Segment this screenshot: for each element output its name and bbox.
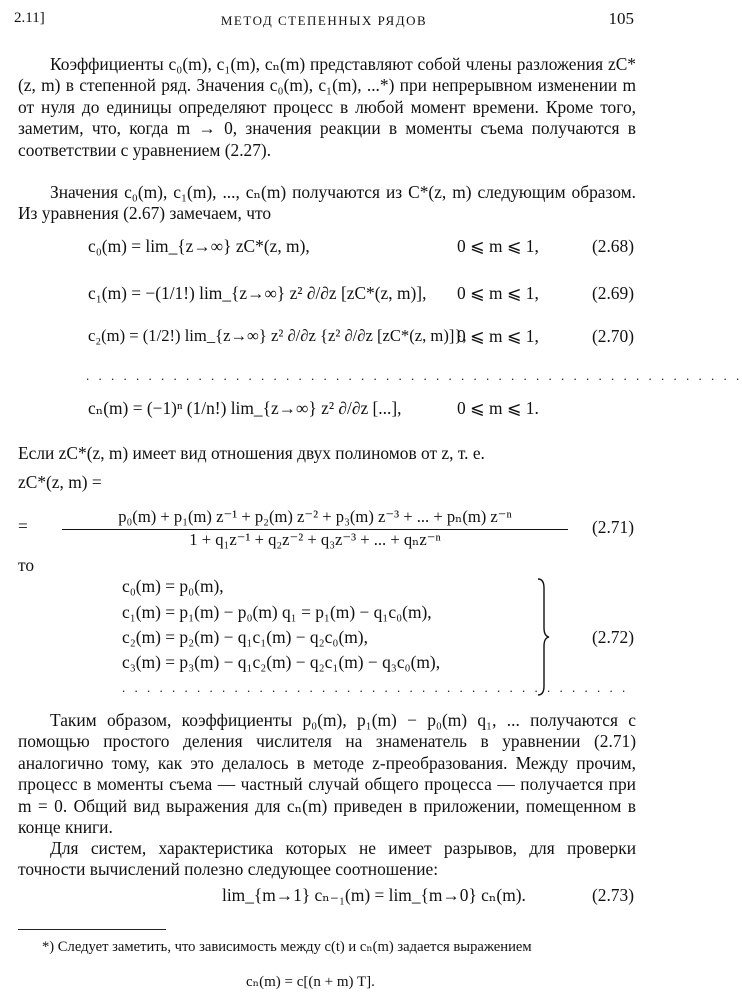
equation-2-72-line-2: c₁(m) = p₁(m) − p₀(m) q₁ = p₁(m) − q₁c₀(m),: [122, 602, 432, 622]
equation-2-70-condition: 0 ⩽ m ⩽ 1,: [457, 326, 539, 346]
equation-2-71-numerator: p₀(m) + p₁(m) z⁻¹ + p₂(m) z⁻² + p₃(m) z⁻³ + ... + pₙ(m) z⁻ⁿ: [118, 507, 512, 526]
paragraph-2: [18, 182, 636, 225]
ellipsis-row: . . . . . . . . . . . . . . . . . . . . . . . . . . . . . . . . . . . . . . . . . . . . . . . . . . . . .: [86, 368, 742, 383]
paragraph-1: [18, 54, 636, 161]
equation-cn: cₙ(m) = (−1)ⁿ (1/n!) lim_{z→∞} z² ∂/∂z [...],: [88, 398, 402, 418]
footnote: [18, 938, 636, 956]
equation-2-72-line-1: c₀(m) = p₀(m),: [122, 576, 224, 596]
equation-2-72-line-3: c₂(m) = p₂(m) − q₁c₁(m) − q₂c₀(m),: [122, 627, 368, 647]
equation-2-72-dots: . . . . . . . . . . . . . . . . . . . . . . . . . . . . . . . . . . . . . . . . .: [122, 680, 629, 695]
paragraph-3: [18, 443, 636, 494]
equation-2-68-condition: 0 ⩽ m ⩽ 1,: [457, 236, 539, 256]
paragraph-4-text: Таким образом, коэффициенты p₀(m), p₁(m) − p₀(m) q₁, ... получаются с помощью простого деления числителя на знаменатель в уравнении (2.71) аналогично тому, как это делалось в методе z-преобразования. Между прочим, процесс в моменты съема — частный случай общего процесса — получается при m = 0. Общий вид выражения для cₙ(m) приведен в приложении, помещенном в конце книги.: [18, 710, 636, 838]
paragraph-5: [18, 838, 636, 881]
equation-2-70-number: (2.70): [591, 326, 634, 346]
equation-2-69-number: (2.69): [591, 283, 634, 303]
equation-2-69: c₁(m) = −(1/1!) lim_{z→∞} z² ∂/∂z [zC*(z, m)],: [88, 283, 427, 303]
running-title: МЕТОД СТЕПЕННЫХ РЯДОВ: [220, 13, 428, 28]
paragraph-3-text: Если zC*(z, m) имеет вид отношения двух полиномов от z, т. е.: [18, 443, 485, 463]
equation-2-73: lim_{m→1} cₙ₋₁(m) = lim_{m→0} cₙ(m).: [222, 885, 526, 905]
paragraph-5-text: Для систем, характеристика которых не имеет разрывов, для проверки точности вычислений полезно следующее соотношение:: [18, 838, 636, 880]
page-number: 105: [608, 9, 634, 28]
equation-2-68-number: (2.68): [591, 236, 634, 256]
equation-2-73-number: (2.73): [591, 885, 634, 905]
section-number: 2.11]: [14, 10, 45, 26]
equation-cn-condition: 0 ⩽ m ⩽ 1.: [457, 398, 539, 418]
equation-2-71-denominator: 1 + q₁z⁻¹ + q₂z⁻² + q₃z⁻³ + ... + qₙz⁻ⁿ: [189, 530, 441, 549]
word-to: то: [18, 555, 35, 575]
equation-2-68: c₀(m) = lim_{z→∞} zC*(z, m),: [88, 236, 310, 256]
footnote-text: *) Следует заметить, что зависимость между c(t) и cₙ(m) задается выражением: [42, 939, 532, 955]
equation-2-70: c₂(m) = (1/2!) lim_{z→∞} z² ∂/∂z {z² ∂/∂z [zC*(z, m)]},: [88, 326, 467, 345]
footnote-formula: cₙ(m) = c[(n + m) T].: [246, 974, 375, 990]
equation-2-72-number: (2.72): [591, 627, 634, 647]
right-brace: [536, 578, 550, 696]
equation-2-69-condition: 0 ⩽ m ⩽ 1,: [457, 283, 539, 303]
paragraph-4: [18, 710, 636, 838]
footnote-rule: [18, 929, 166, 930]
paragraph-1-text: Коэффициенты c₀(m), c₁(m), cₙ(m) представляют собой члены разложения zC*(z, m) в степенной ряд. Значения c₀(m), c₁(m), ...*) при непрерывном изменении m от нуля до единицы определяют процесс в любой момент времени. Кроме того, заметим, что, когда m → 0, значения реакции в моменты съема получаются в соответствии с уравнением (2.27).: [18, 54, 636, 160]
paragraph-3b-text: zC*(z, m) =: [18, 472, 102, 493]
equation-2-72-line-4: c₃(m) = p₃(m) − q₁c₂(m) − q₂c₁(m) − q₃c₀(m),: [122, 652, 441, 672]
paragraph-2-text: Значения c₀(m), c₁(m), ..., cₙ(m) получаются из C*(z, m) следующим образом. Из уравнения (2.67) замечаем, что: [18, 182, 636, 224]
equation-2-71-number: (2.71): [591, 517, 634, 537]
equals-sign: =: [18, 516, 28, 536]
